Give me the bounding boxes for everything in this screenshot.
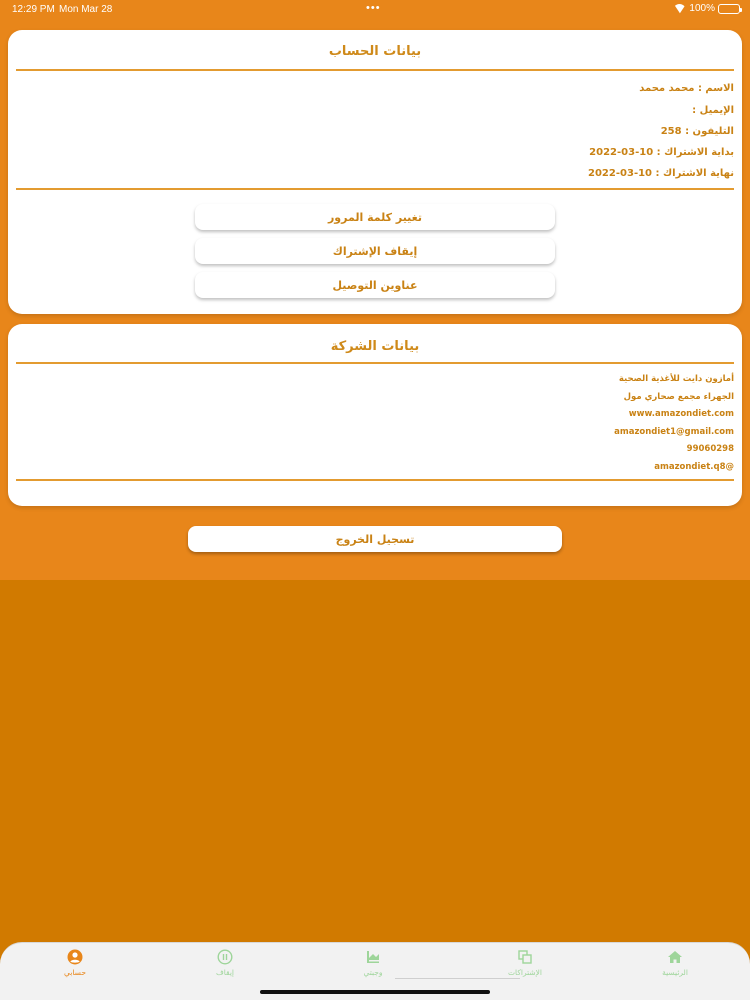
status-bar — [0, 0, 750, 20]
home-icon — [667, 949, 683, 965]
meal-icon — [365, 949, 381, 965]
tab-label: حسابي — [64, 968, 86, 977]
subscription-end: نهاية الاشتراك : 10-03-2022 — [588, 168, 734, 179]
tab-divider-line — [395, 978, 520, 979]
company-bottom-divider — [16, 479, 734, 481]
company-website[interactable]: www.amazondiet.com — [628, 409, 734, 419]
company-email[interactable]: amazondiet1@gmail.com — [614, 427, 734, 437]
home-indicator[interactable] — [260, 990, 490, 994]
logout-button[interactable]: تسجيل الخروج — [188, 526, 562, 552]
tab-home[interactable] — [635, 949, 715, 977]
account-title-divider — [16, 69, 734, 71]
account-email: الإيميل : — [692, 105, 734, 116]
status-date: Mon Mar 28 — [59, 4, 113, 15]
company-card — [8, 324, 742, 506]
company-name: أمازون دايت للأغذية الصحية — [618, 374, 734, 384]
status-right — [673, 3, 740, 14]
company-instagram[interactable]: @amazondiet.q8 — [654, 462, 734, 472]
tab-my-account[interactable] — [35, 949, 115, 977]
multitasking-dots[interactable]: ••• — [366, 2, 381, 14]
account-card — [8, 30, 742, 314]
wifi-icon — [673, 4, 686, 14]
tab-my-meal[interactable] — [333, 949, 413, 977]
account-card-title: بيانات الحساب — [328, 44, 422, 59]
delivery-addresses-button[interactable]: عناوين التوصيل — [195, 272, 555, 298]
tab-subscriptions[interactable] — [485, 949, 565, 977]
account-phone: التليفون : 258 — [660, 126, 734, 137]
account-info-divider — [16, 188, 734, 190]
pause-icon — [217, 949, 233, 965]
tab-label: وجبتي — [363, 968, 383, 977]
tab-label: الإشتراكات — [507, 968, 543, 977]
copy-icon — [517, 949, 533, 965]
company-phone[interactable]: 99060298 — [686, 444, 734, 454]
company-card-title: بيانات الشركة — [330, 339, 420, 354]
tab-pause[interactable] — [185, 949, 265, 977]
tab-label: الرئيسية — [662, 968, 688, 977]
tab-label: إيقاف — [215, 968, 235, 977]
change-password-button[interactable]: تغيير كلمة المرور — [195, 204, 555, 230]
company-title-divider — [16, 362, 734, 364]
user-icon — [67, 949, 83, 965]
battery-percent: 100% — [689, 3, 715, 14]
subscription-start: بداية الاشتراك : 10-03-2022 — [589, 147, 734, 158]
account-name: الاسم : محمد محمد — [639, 83, 734, 94]
battery-icon — [718, 4, 740, 14]
pause-subscription-button[interactable]: إيقاف الإشتراك — [195, 238, 555, 264]
company-address: الجهراء مجمع صحاري مول — [623, 392, 734, 402]
status-time: 12:29 PM — [12, 4, 55, 15]
